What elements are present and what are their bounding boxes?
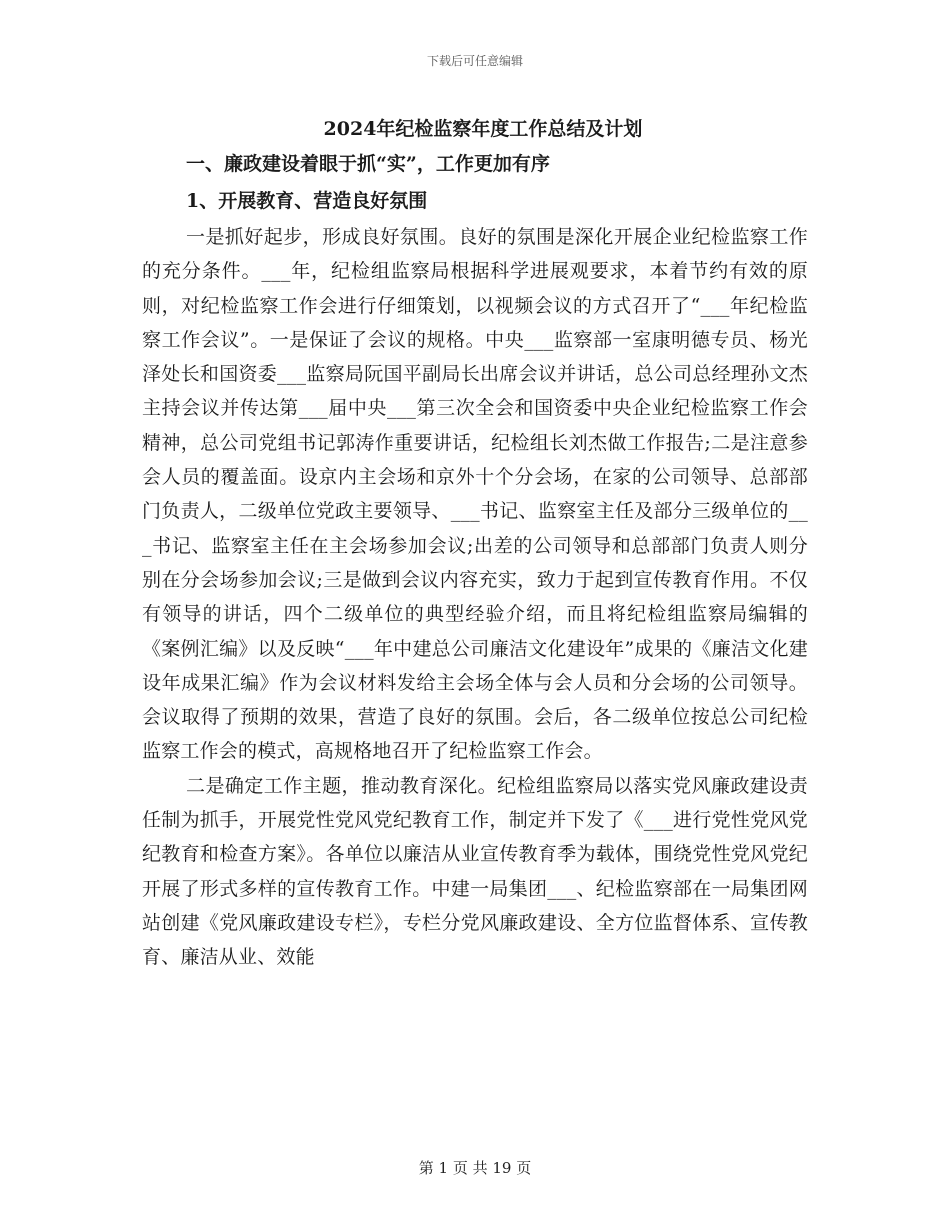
- section-heading: 一、廉政建设着眼于抓“实”，工作更加有序: [186, 153, 550, 175]
- header-note: 下载后可任意编辑: [426, 54, 523, 68]
- document-title: 2024年纪检监察年度工作总结及计划: [323, 118, 643, 140]
- body-paragraph-2: 二是确定工作主题，推动教育深化。纪检组监察局以落实党风廉政建设责任制为抓手，开展党性党风党纪教育工作，制定并下发了《___进行党性党风党纪教育和检查方案》。各单位以廉洁从业宣传教育季为载体，围绕党性党风党纪开展了形式多样的宣传教育工作。中建一局集团___、纪检监察部在一局集团网站创建《党风廉政建设专栏》，专栏分党风廉政建设、全方位监督体系、宣传教育、廉洁从业、效能: [142, 774, 808, 969]
- page-footer: 第 1 页 共 19 页: [418, 1159, 532, 1177]
- subsection-heading: 1、开展教育、营造良好氛围: [186, 190, 428, 212]
- body-paragraph-1: 一是抓好起步，形成良好氛围。良好的氛围是深化开展企业纪检监察工作的充分条件。___年，纪检组监察局根据科学进展观要求，本着节约有效的原则，对纪检监察工作会进行仔细策划，以视频会议的方式召开了“___年纪检监察工作会议”。一是保证了会议的规格。中央___监察部一室康明德专员、杨光泽处长和国资委___监察局阮国平副局长出席会议并讲话，总公司总经理孙文杰主持会议并传达第___届中央___第三次全会和国资委中央企业纪检监察工作会精神，总公司党组书记郭涛作重要讲话，纪检组长刘杰做工作报告;二是注意参会人员的覆盖面。设京内主会场和京外十个分会场，在家的公司领导、总部部门负责人，二级单位党政主要领导、___书记、监察室主任及部分三级单位的___书记、监察室主任在主会场参加会议;出差的公司领导和总部部门负责人则分别在分会场参加会议;三是做到会议内容充实，致力于起到宣传教育作用。不仅有领导的讲话，四个二级单位的典型经验介绍，而且将纪检组监察局编辑的《案例汇编》以及反映“___年中建总公司廉洁文化建设年”成果的《廉洁文化建设年成果汇编》作为会议材料发给主会场全体与会人员和分会场的公司领导。会议取得了预期的效果，营造了良好的氛围。会后，各二级单位按总公司纪检监察工作会的模式，高规格地召开了纪检监察工作会。: [142, 226, 808, 763]
- document-content: [142, 112, 808, 975]
